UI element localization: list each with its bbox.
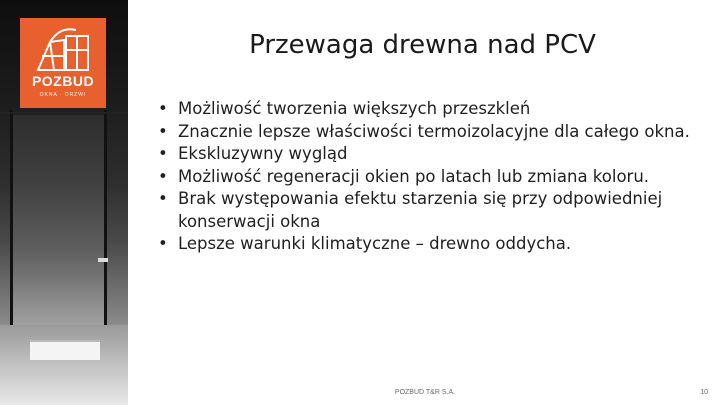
bullet-icon: • xyxy=(158,234,168,253)
bullet-icon: • xyxy=(158,121,168,141)
bullet-text: Możliwość tworzenia większych przeszkleń xyxy=(178,99,531,118)
door-handle-icon xyxy=(98,258,108,262)
bullet-list xyxy=(156,98,706,256)
bullet-item xyxy=(156,143,706,166)
interior-photo xyxy=(0,0,128,405)
window-frame xyxy=(0,112,128,114)
bullet-text: Lepsze warunki klimatyczne – drewno oddycha. xyxy=(178,234,572,253)
bullet-text: Ekskluzywny wygląd xyxy=(178,144,348,163)
bullet-icon: • xyxy=(158,166,168,186)
logo-name: POZBUD xyxy=(31,73,95,89)
company-logo xyxy=(20,18,106,108)
bullet-icon: • xyxy=(158,99,168,118)
slide-title: Przewaga drewna nad PCV xyxy=(249,30,596,60)
bullet-text: Brak występowania efektu starzenia się przy odpowiedniej konserwacji okna xyxy=(178,189,663,231)
page-number: 10 xyxy=(700,389,708,396)
bullet-item xyxy=(156,233,706,256)
bullet-item xyxy=(156,188,706,233)
bullet-icon: • xyxy=(158,189,168,208)
bullet-item xyxy=(156,121,706,144)
bullet-text: Możliwość regeneracji okien po latach lub zmiana koloru. xyxy=(178,166,650,186)
floor xyxy=(0,325,128,405)
table xyxy=(30,340,100,360)
bullet-icon: • xyxy=(158,144,168,163)
footer-text: POZBUD T&R S.A. xyxy=(394,389,456,396)
logo-tagline: OKNA · DRZWI xyxy=(39,92,87,98)
bullet-item xyxy=(156,98,706,121)
bullet-text: Znacznie lepsze właściwości termoizolacyjne dla całego okna. xyxy=(178,121,690,141)
bullet-item xyxy=(156,166,706,189)
